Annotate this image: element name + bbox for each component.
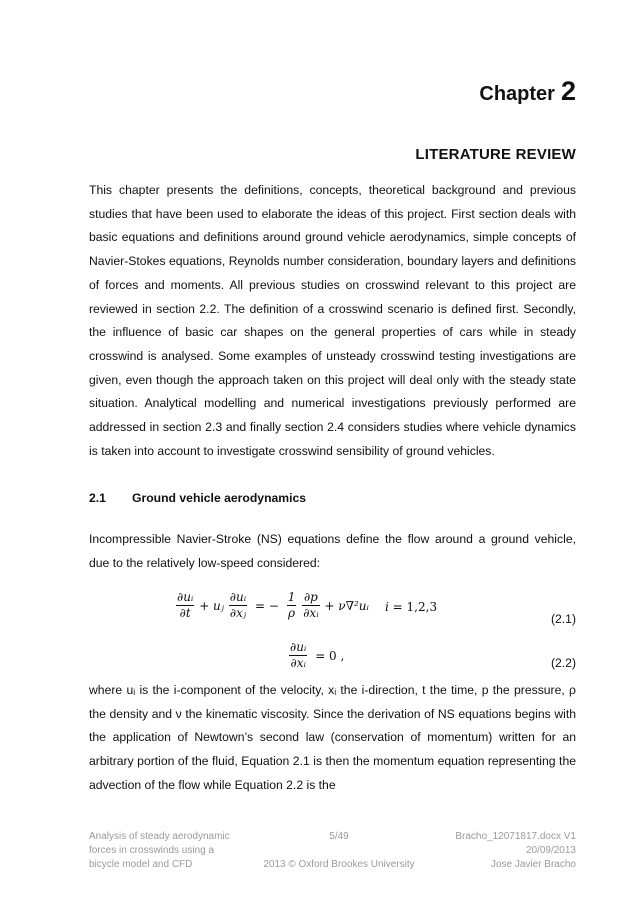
chapter-label: Chapter (479, 83, 555, 105)
eq1-index-values: = 1,2,3 (392, 600, 438, 614)
eq1-term1-num: ∂uᵢ (177, 590, 194, 604)
chapter-number: 2 (560, 76, 576, 106)
footer-right-line: Jose Javier Bracho (490, 859, 576, 870)
section-number: 2.1 (89, 491, 106, 505)
footer-copyright: 2013 © Oxford Brookes University (263, 859, 415, 870)
eq1-index-var: i (385, 600, 389, 614)
equation-2-2 (288, 640, 347, 671)
eq2-den: ∂xᵢ (290, 656, 306, 670)
eq1-term2-num: ∂uᵢ (229, 590, 247, 604)
footer-left-line: bicycle model and CFD (89, 859, 193, 870)
section-paragraph: Incompressible Navier-Stroke (NS) equations define the flow around a ground vehicle, due to the relatively low-speed considered: (89, 532, 576, 570)
closing-paragraph: where uᵢ is the i-component of the velocity, xᵢ the i-direction, t the time, p the pressure, ρ the density and ν the kinematic viscosity. Since the derivation of NS equations begins with the application of Newtown’s second law (conservation of momentum) written for an arbitrary portion of the fluid, Equation 2.1 is then the momentum equation representing the advection of the flow while Equation 2.2 is the (89, 683, 576, 792)
footer-center (249, 830, 429, 872)
eq1-term3 (287, 590, 297, 621)
equation-number-2-2: (2.2) (550, 656, 576, 670)
eq1-term3-den: ρ (288, 606, 296, 620)
chapter-title: LITERATURE REVIEW (415, 146, 576, 163)
eq1-advection-coef: + uⱼ (199, 598, 224, 613)
eq1-term1 (176, 590, 194, 621)
footer-page-number: 5/49 (329, 831, 349, 842)
footer-left-line: forces in crosswinds using a (89, 845, 215, 856)
chapter-heading (479, 78, 576, 105)
section-heading (89, 491, 306, 505)
eq1-index-range (385, 600, 437, 614)
eq1-term4-den: ∂xᵢ (303, 606, 319, 620)
eq1-term3-num: 1 (287, 590, 296, 604)
eq1-term1-den: ∂t (179, 606, 191, 620)
section-title: Ground vehicle aerodynamics (132, 491, 307, 505)
footer-right-line: Bracho_12071817.docx V1 (455, 831, 576, 842)
eq1-term2 (229, 590, 247, 621)
footer-right-line: 20/09/2013 (525, 845, 576, 856)
eq1-equals: = − (254, 598, 279, 613)
eq1-term4 (302, 590, 319, 621)
equation-2-1 (175, 590, 369, 621)
eq2-rhs: = 0 , (315, 648, 345, 663)
eq1-term4-num: ∂p (303, 590, 318, 604)
footer-document-title (89, 830, 259, 872)
footer-left-line: Analysis of steady aerodynamic (89, 831, 230, 842)
eq2-num: ∂uᵢ (290, 640, 307, 654)
eq2-term (289, 640, 307, 671)
equation-number-2-1: (2.1) (550, 612, 576, 626)
footer-file-info (416, 830, 576, 872)
intro-paragraph: This chapter presents the definitions, concepts, theoretical background and previous studies that have been used to elaborate the ideas of this project. First section deals with basic equations and definitions around ground vehicle aerodynamics, simple concepts of Navier-Stokes equations, Reynolds number consideration, boundary layers and definitions of forces and moments. All previous studies on crosswind relevant to this project are reviewed in section 2.2. The definition of a crosswind scenario is defined first. Secondly, the influence of basic car shapes on the general properties of cars while in steady crosswind is analysed. Some examples of unsteady crosswind testing investigations are given, even though the approach taken on this project will deal only with the steady state situation. Analytical modelling and numerical investigations previously performed are addressed in section 2.3 and finally section 2.4 considers studies where vehicle dynamics is taken into account to investigate crosswind sensibility of ground vehicles. (89, 183, 576, 458)
eq1-viscous-term: + ν∇²uᵢ (324, 598, 369, 613)
eq1-term2-den: ∂xⱼ (229, 606, 247, 620)
